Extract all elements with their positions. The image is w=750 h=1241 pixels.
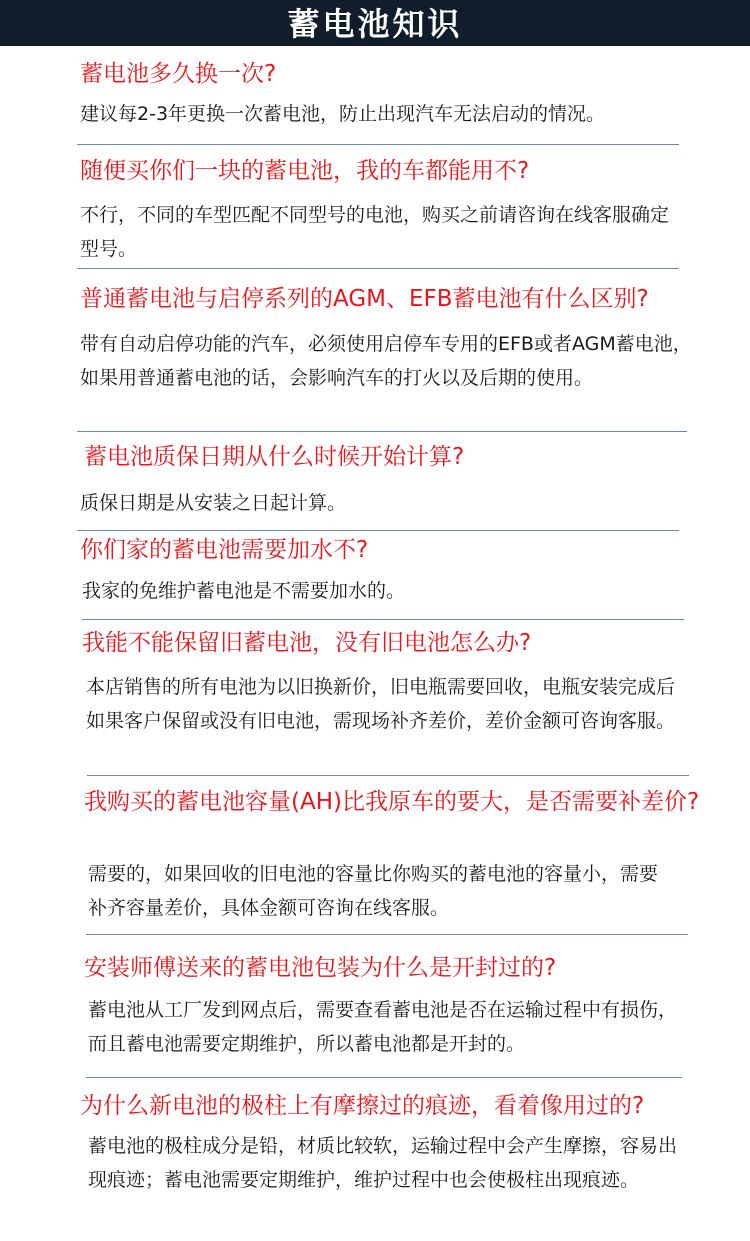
faq-question: 普通蓄电池与启停系列的AGM、EFB蓄电池有什么区别?	[80, 286, 649, 312]
page-title: 蓄电池知识	[287, 5, 463, 43]
faq-answer: 建议每2-3年更换一次蓄电池，防止出现汽车无法启动的情况。	[80, 103, 606, 125]
faq-divider	[86, 934, 688, 935]
faq-question: 你们家的蓄电池需要加水不?	[80, 537, 369, 563]
faq-question: 随便买你们一块的蓄电池，我的车都能用不?	[80, 158, 530, 184]
faq-answer: 不行，不同的车型匹配不同型号的电池，购买之前请咨询在线客服确定型号。	[80, 204, 670, 260]
faq-divider	[77, 431, 687, 432]
faq-divider	[77, 144, 679, 145]
faq-question: 我购买的蓄电池容量(AH)比我原车的要大，是否需要补差价?	[84, 789, 700, 815]
faq-divider	[82, 619, 684, 620]
faq-answer: 带有自动启停功能的汽车，必须使用启停车专用的EFB或者AGM蓄电池，如果用普通蓄电池的话，会影响汽车的打火以及后期的使用。	[80, 333, 692, 389]
faq-question: 为什么新电池的极柱上有摩擦过的痕迹，看着像用过的?	[80, 1093, 645, 1119]
faq-divider	[87, 775, 689, 776]
faq-answer: 本店销售的所有电池为以旧换新价，旧电瓶需要回收，电瓶安装完成后如果客户保留或没有旧电池，需现场补齐差价，差价金额可咨询客服。	[86, 676, 676, 732]
title-banner	[0, 0, 750, 46]
faq-answer: 蓄电池从工厂发到网点后，需要查看蓄电池是否在运输过程中有损伤，而且蓄电池需要定期维护，所以蓄电池都是开封的。	[88, 999, 678, 1055]
faq-question: 蓄电池质保日期从什么时候开始计算?	[84, 444, 465, 470]
faq-answer: 质保日期是从安装之日起计算。	[80, 492, 347, 514]
faq-divider	[77, 530, 679, 531]
faq-question: 蓄电池多久换一次?	[80, 61, 277, 87]
faq-answer: 我家的免维护蓄电池是不需要加水的。	[82, 580, 406, 602]
faq-divider	[77, 268, 679, 269]
faq-answer: 需要的，如果回收的旧电池的容量比你购买的蓄电池的容量小，需要补齐容量差价，具体金额可咨询在线客服。	[88, 863, 659, 919]
faq-answer: 蓄电池的极柱成分是铅，材质比较软，运输过程中会产生摩擦，容易出现痕迹；蓄电池需要定期维护，维护过程中也会使极柱出现痕迹。	[88, 1135, 678, 1191]
faq-divider	[86, 1077, 682, 1078]
faq-question: 我能不能保留旧蓄电池，没有旧电池怎么办?	[82, 630, 532, 656]
faq-question: 安装师傅送来的蓄电池包装为什么是开封过的?	[84, 955, 557, 981]
